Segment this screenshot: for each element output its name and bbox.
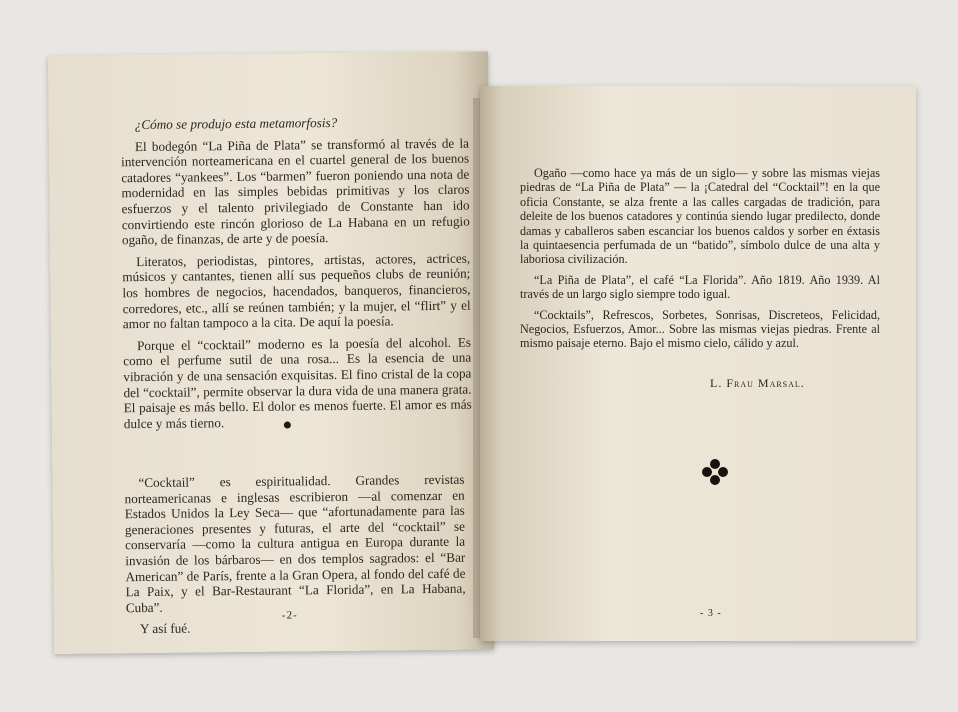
left-page-text <box>121 114 472 438</box>
left-page <box>48 51 494 654</box>
section-divider-dot <box>284 421 291 428</box>
page-number-left: -2- <box>281 609 298 622</box>
right-page <box>480 86 916 641</box>
author-signature: L. Frau Marsal. <box>710 376 805 390</box>
closing-line: Y así fué. <box>139 620 191 637</box>
paragraph: “La Piña de Plata”, el café “La Florida”. Año 1819. Año 1939. Al través de un largo siglo siempre todo igual. <box>520 272 880 302</box>
open-booklet <box>48 38 918 658</box>
paragraph: El bodegón “La Piña de Plata” se transformó al través de la intervención norteamericana en el cuartel general de los buenos catadores “yankees”. Los “barmen” fueron poniendo una nota de modernidad en las simples bebidas primitivas y los claros esfuerzos y el talento privilegiado de Constante han ido convirtiendo este rincón glorioso de La Habana en un refugio ogaño, de finanzas, de arte y de poesía. <box>121 135 470 248</box>
page-number-right: - 3 - <box>700 608 722 619</box>
right-page-text <box>520 166 880 357</box>
left-page-heading: ¿Cómo se produjo esta metamorfosis? <box>134 114 338 133</box>
paragraph: Porque el “cocktail” moderno es la poesía del alcohol. Es como el perfume sutil de una rosa... Es la esencia de una vibración y de una sensación exquisitas. El fino cristal de la copa del “cocktail”, permite observar la dura vida de una manera grata. El paisaje es más bello. El dolor es menos fuerte. El amor es más dulce y más tierno. <box>123 334 472 431</box>
four-dot-ornament-icon <box>702 459 728 485</box>
paragraph: “Cocktail” es espiritualidad. Grandes revistas norteamericanas e inglesas escribieron —al comenzar en Estados Unidos la Ley Seca— que “afortunadamente para las generaciones presentes y futuras, el arte del “cocktail” se conservaría —como la cultura antigua en Europa durante la invasión de los bárbaros— en dos templos sagrados: el “Bar American” de París, frente a la Gran Opera, al fondo del café de La Paix, y el Bar-Restaurant “La Florida”, en La Habana, Cuba”. <box>124 471 466 615</box>
paragraph: Ogaño —como hace ya más de un siglo— y sobre las mismas viejas piedras de “La Piña de Plata” — la ¡Catedral del “Cocktail”! en la que oficia Constante, se alza frente a las calles cargadas de tradición, para deleite de los buenos catadores y continúa siendo lugar predilecto, donde damas y caballeros saben escanciar los buenos caldos y sorber en éxtasis la quintaesencia perfumada de un “batido”, símbolo dulce de una alta y laboriosa civilización. <box>520 166 880 267</box>
paragraph: “Cocktails”, Refrescos, Sorbetes, Sonrisas, Discreteos, Felicidad, Negocios, Esfuerzos, Amor... Sobre las mismas viejas piedras. Frente al mismo paisaje eterno. Bajo el mismo cielo, cálido y azul. <box>520 307 880 351</box>
paragraph: Literatos, periodistas, pintores, artistas, actores, actrices, músicos y cantantes, tienen allí sus pequeños clubs de reunión; los hombres de negocios, hacendados, banqueros, financieros, corredores, etc., allí se reúnen también; y la mujer, el “flirt” y el amor no faltan tampoco a la cita. De aquí la poesía. <box>122 250 471 332</box>
